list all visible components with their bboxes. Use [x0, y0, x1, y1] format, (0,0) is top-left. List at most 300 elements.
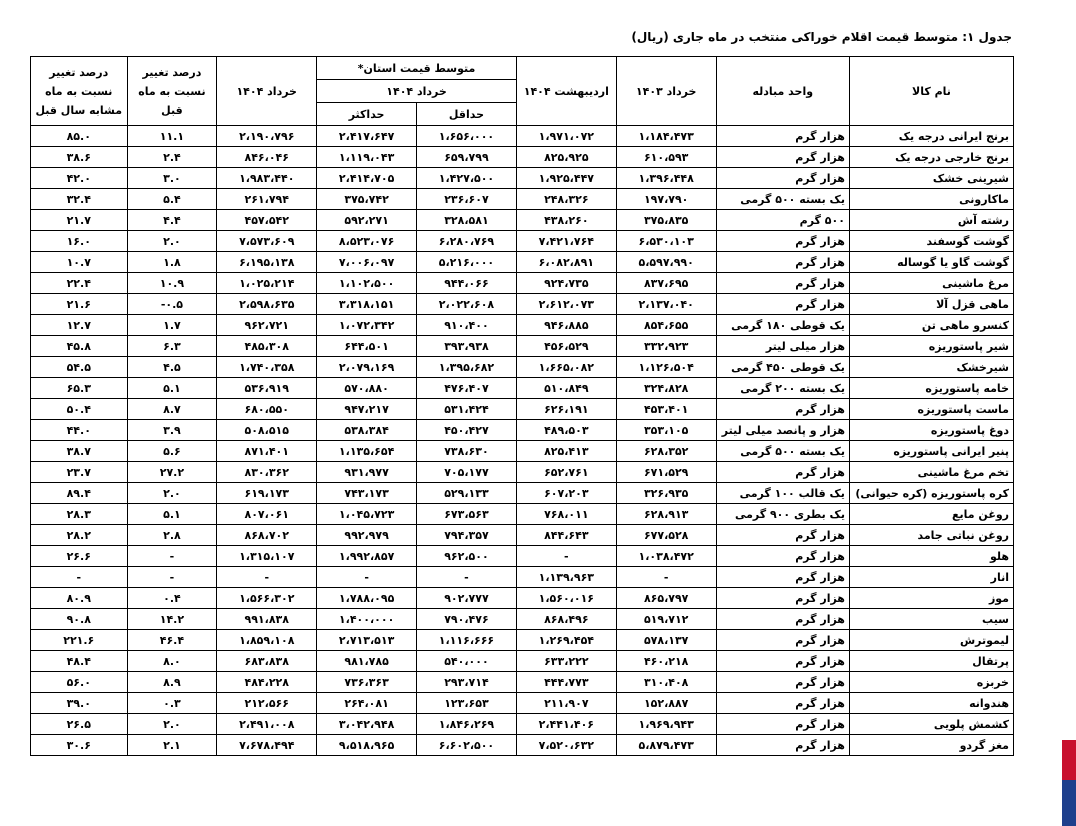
- cell-max: ۱،۱۰۲،۵۰۰: [317, 273, 417, 294]
- cell-pct-year: ۹۰.۸: [31, 609, 128, 630]
- cell-khordad-1403: ۸۶۵،۷۹۷: [616, 588, 716, 609]
- cell-min: ۵۴۰،۰۰۰: [417, 651, 517, 672]
- cell-min: -: [417, 567, 517, 588]
- cell-min: ۷۹۰،۴۷۶: [417, 609, 517, 630]
- cell-pct-year: ۱۲.۷: [31, 315, 128, 336]
- cell-min: ۶۷۳،۵۶۳: [417, 504, 517, 525]
- cell-ordibehesht-1404: ۸۲۵،۹۲۵: [516, 147, 616, 168]
- cell-name: هلو: [849, 546, 1013, 567]
- cell-khordad-1404: ۲۱۲،۵۶۶: [217, 693, 317, 714]
- cell-unit: یک بسته ۲۰۰ گرمی: [716, 378, 849, 399]
- cell-pct-year: ۲۳.۷: [31, 462, 128, 483]
- cell-min: ۴۵۰،۴۲۷: [417, 420, 517, 441]
- cell-max: ۲،۴۱۷،۶۴۷: [317, 126, 417, 147]
- cell-max: ۵۹۲،۲۷۱: [317, 210, 417, 231]
- header-khordad-1404-group: خرداد ۱۴۰۴: [317, 80, 517, 103]
- table-row: [31, 210, 1014, 231]
- cell-min: ۷۳۸،۶۳۰: [417, 441, 517, 462]
- cell-khordad-1403: ۶۷۱،۵۲۹: [616, 462, 716, 483]
- cell-pct-month: ۴.۵: [127, 357, 217, 378]
- cell-min: ۹۰۲،۷۷۷: [417, 588, 517, 609]
- cell-min: ۴۷۶،۴۰۷: [417, 378, 517, 399]
- cell-unit: هزار گرم: [716, 462, 849, 483]
- cell-khordad-1403: ۲،۱۳۷،۰۴۰: [616, 294, 716, 315]
- cell-max: ۱،۷۸۸،۰۹۵: [317, 588, 417, 609]
- cell-unit: هزار گرم: [716, 273, 849, 294]
- cell-ordibehesht-1404: ۱،۲۶۹،۴۵۴: [516, 630, 616, 651]
- cell-khordad-1404: ۴۸۵،۳۰۸: [217, 336, 317, 357]
- cell-khordad-1403: ۵،۵۹۷،۹۹۰: [616, 252, 716, 273]
- cell-pct-year: ۲۲.۴: [31, 273, 128, 294]
- cell-unit: هزار گرم: [716, 294, 849, 315]
- cell-khordad-1403: ۶۲۸،۹۱۳: [616, 504, 716, 525]
- header-avg-price: متوسط قیمت استان*: [317, 57, 517, 80]
- cell-min: ۵،۲۱۶،۰۰۰: [417, 252, 517, 273]
- cell-pct-year: ۲۱.۷: [31, 210, 128, 231]
- table-row: [31, 651, 1014, 672]
- cell-name: ماکارونی: [849, 189, 1013, 210]
- cell-name: موز: [849, 588, 1013, 609]
- cell-pct-month: ۱.۸: [127, 252, 217, 273]
- cell-ordibehesht-1404: ۴۵۶،۵۲۹: [516, 336, 616, 357]
- cell-ordibehesht-1404: ۱،۱۳۹،۹۶۳: [516, 567, 616, 588]
- cell-ordibehesht-1404: ۴۴۴،۷۷۳: [516, 672, 616, 693]
- cell-max: ۳،۰۴۲،۹۴۸: [317, 714, 417, 735]
- header-pct-month-line2: نسبت به ماه: [138, 84, 206, 98]
- cell-ordibehesht-1404: ۷،۵۲۰،۶۳۲: [516, 735, 616, 756]
- cell-name: هندوانه: [849, 693, 1013, 714]
- cell-min: ۶،۶۰۲،۵۰۰: [417, 735, 517, 756]
- cell-max: ۲،۰۷۹،۱۶۹: [317, 357, 417, 378]
- cell-name: لیموترش: [849, 630, 1013, 651]
- table-row: [31, 399, 1014, 420]
- cell-ordibehesht-1404: ۶۳۳،۲۲۲: [516, 651, 616, 672]
- cell-khordad-1403: ۱۹۷،۷۹۰: [616, 189, 716, 210]
- cell-pct-year: ۴۴.۰: [31, 420, 128, 441]
- cell-name: خامه پاستوریزه: [849, 378, 1013, 399]
- cell-ordibehesht-1404: ۱،۹۲۵،۴۴۷: [516, 168, 616, 189]
- cell-pct-month: ۲.۱: [127, 735, 217, 756]
- cell-unit: هزار گرم: [716, 525, 849, 546]
- cell-pct-year: ۲۲۱.۶: [31, 630, 128, 651]
- cell-min: ۲،۰۲۲،۶۰۸: [417, 294, 517, 315]
- cell-ordibehesht-1404: ۲،۴۴۱،۴۰۶: [516, 714, 616, 735]
- cell-min: ۶،۲۸۰،۷۶۹: [417, 231, 517, 252]
- cell-khordad-1403: ۳۱۰،۴۰۸: [616, 672, 716, 693]
- cell-khordad-1404: -: [217, 567, 317, 588]
- cell-khordad-1403: ۳۳۲،۹۲۳: [616, 336, 716, 357]
- header-min: حداقل: [417, 103, 517, 126]
- cell-name: روغن نباتی جامد: [849, 525, 1013, 546]
- cell-min: ۶۵۹،۷۹۹: [417, 147, 517, 168]
- cell-name: کره پاستوریزه (کره حیوانی): [849, 483, 1013, 504]
- cell-khordad-1403: ۳۲۶،۹۳۵: [616, 483, 716, 504]
- table-row: [31, 231, 1014, 252]
- cell-khordad-1404: ۲۶۱،۷۹۴: [217, 189, 317, 210]
- cell-khordad-1403: ۵۱۹،۷۱۲: [616, 609, 716, 630]
- price-table: [30, 56, 1014, 756]
- cell-pct-month: ۲.۸: [127, 525, 217, 546]
- cell-pct-year: ۱۶.۰: [31, 231, 128, 252]
- cell-khordad-1404: ۶،۱۹۵،۱۳۸: [217, 252, 317, 273]
- cell-khordad-1403: ۱،۹۶۹،۹۴۳: [616, 714, 716, 735]
- cell-khordad-1403: ۳۲۴،۸۲۸: [616, 378, 716, 399]
- cell-pct-year: ۳۸.۷: [31, 441, 128, 462]
- cell-ordibehesht-1404: ۸۴۴،۶۴۳: [516, 525, 616, 546]
- cell-name: رشته آش: [849, 210, 1013, 231]
- cell-khordad-1403: ۵،۸۷۹،۴۷۳: [616, 735, 716, 756]
- cell-khordad-1404: ۲،۱۹۰،۷۹۶: [217, 126, 317, 147]
- cell-khordad-1404: ۶۸۳،۸۳۸: [217, 651, 317, 672]
- cell-ordibehesht-1404: ۲۴۸،۳۲۶: [516, 189, 616, 210]
- header-name: نام کالا: [849, 57, 1013, 126]
- cell-name: شیر پاستوریزه: [849, 336, 1013, 357]
- table-row: [31, 189, 1014, 210]
- cell-khordad-1404: ۱،۰۲۵،۲۱۴: [217, 273, 317, 294]
- cell-min: ۲۹۳،۷۱۴: [417, 672, 517, 693]
- cell-khordad-1404: ۸۴۶،۰۴۶: [217, 147, 317, 168]
- cell-unit: یک قوطی ۱۸۰ گرمی: [716, 315, 849, 336]
- cell-pct-month: ۲.۰: [127, 714, 217, 735]
- cell-pct-year: ۶۵.۳: [31, 378, 128, 399]
- cell-pct-year: ۸۵.۰: [31, 126, 128, 147]
- cell-ordibehesht-1404: ۷۶۸،۰۱۱: [516, 504, 616, 525]
- cell-khordad-1404: ۱،۹۸۳،۴۴۰: [217, 168, 317, 189]
- cell-khordad-1404: ۷،۵۷۳،۶۰۹: [217, 231, 317, 252]
- cell-khordad-1404: ۸۰۷،۰۶۱: [217, 504, 317, 525]
- table-row: [31, 273, 1014, 294]
- table-row: [31, 546, 1014, 567]
- cell-pct-month: ۱۱.۱: [127, 126, 217, 147]
- cell-ordibehesht-1404: ۹۴۶،۸۸۵: [516, 315, 616, 336]
- cell-name: دوغ پاستوریزه: [849, 420, 1013, 441]
- cell-unit: هزار گرم: [716, 735, 849, 756]
- cell-pct-month: ۳.۹: [127, 420, 217, 441]
- cell-min: ۹۶۲،۵۰۰: [417, 546, 517, 567]
- cell-khordad-1404: ۵۳۶،۹۱۹: [217, 378, 317, 399]
- price-table-body: [31, 126, 1014, 756]
- cell-khordad-1403: ۴۵۳،۴۰۱: [616, 399, 716, 420]
- cell-max: ۹۹۲،۹۷۹: [317, 525, 417, 546]
- cell-pct-year: ۲۸.۳: [31, 504, 128, 525]
- cell-pct-month: ۱۰.۹: [127, 273, 217, 294]
- cell-min: ۱،۳۹۵،۶۸۲: [417, 357, 517, 378]
- cell-name: شیرینی خشک: [849, 168, 1013, 189]
- table-row: [31, 567, 1014, 588]
- cell-pct-month: ۵.۴: [127, 189, 217, 210]
- cell-pct-year: ۵۶.۰: [31, 672, 128, 693]
- cell-unit: یک بطری ۹۰۰ گرمی: [716, 504, 849, 525]
- cell-khordad-1403: ۱،۱۸۴،۴۷۳: [616, 126, 716, 147]
- cell-khordad-1403: ۳۵۳،۱۰۵: [616, 420, 716, 441]
- table-row: [31, 252, 1014, 273]
- cell-pct-month: ۸.۰: [127, 651, 217, 672]
- cell-pct-month: -: [127, 546, 217, 567]
- cell-khordad-1403: ۵۷۸،۱۳۷: [616, 630, 716, 651]
- cell-khordad-1404: ۱،۷۴۰،۳۵۸: [217, 357, 317, 378]
- cell-pct-month: ۸.۹: [127, 672, 217, 693]
- cell-pct-month: ۱.۷: [127, 315, 217, 336]
- cell-max: ۷۴۳،۱۷۳: [317, 483, 417, 504]
- cell-unit: هزار گرم: [716, 672, 849, 693]
- cell-ordibehesht-1404: ۶۲۶،۱۹۱: [516, 399, 616, 420]
- cell-khordad-1404: ۶۸۰،۵۵۰: [217, 399, 317, 420]
- header-ordibehesht-1404: اردیبهشت ۱۴۰۴: [516, 57, 616, 126]
- cell-khordad-1404: ۵۰۸،۵۱۵: [217, 420, 317, 441]
- cell-unit: هزار گرم: [716, 399, 849, 420]
- cell-name: شیرخشک: [849, 357, 1013, 378]
- cell-max: ۳،۳۱۸،۱۵۱: [317, 294, 417, 315]
- cell-pct-year: ۱۰.۷: [31, 252, 128, 273]
- cell-unit: هزار گرم: [716, 567, 849, 588]
- cell-khordad-1403: ۸۵۴،۶۵۵: [616, 315, 716, 336]
- table-row: [31, 441, 1014, 462]
- cell-ordibehesht-1404: ۱،۶۶۵،۰۸۲: [516, 357, 616, 378]
- cell-unit: یک قالب ۱۰۰ گرمی: [716, 483, 849, 504]
- cell-khordad-1404: ۱،۳۱۵،۱۰۷: [217, 546, 317, 567]
- cell-max: ۱،۴۰۰،۰۰۰: [317, 609, 417, 630]
- cell-unit: هزار گرم: [716, 231, 849, 252]
- cell-name: کنسرو ماهی تن: [849, 315, 1013, 336]
- cell-pct-month: ۲.۴: [127, 147, 217, 168]
- cell-min: ۱،۱۱۶،۶۶۶: [417, 630, 517, 651]
- header-max: حداکثر: [317, 103, 417, 126]
- cell-pct-year: ۳۰.۶: [31, 735, 128, 756]
- table-row: [31, 147, 1014, 168]
- cell-unit: هزار میلی لیتر: [716, 336, 849, 357]
- cell-pct-month: ۸.۷: [127, 399, 217, 420]
- cell-unit: هزار گرم: [716, 168, 849, 189]
- header-pct-year-line3: مشابه سال قبل: [35, 103, 123, 117]
- cell-pct-year: ۸۰.۹: [31, 588, 128, 609]
- cell-min: ۳۲۸،۵۸۱: [417, 210, 517, 231]
- cell-unit: هزار گرم: [716, 609, 849, 630]
- header-pct-month-line1: درصد تغییر: [142, 65, 202, 79]
- cell-unit: هزار گرم: [716, 693, 849, 714]
- cell-unit: هزار گرم: [716, 252, 849, 273]
- cell-ordibehesht-1404: ۶،۰۸۲،۸۹۱: [516, 252, 616, 273]
- cell-pct-year: ۵۴.۵: [31, 357, 128, 378]
- cell-min: ۷۰۵،۱۷۷: [417, 462, 517, 483]
- cell-khordad-1403: ۶،۵۳۰،۱۰۳: [616, 231, 716, 252]
- cell-name: انار: [849, 567, 1013, 588]
- header-pct-year-line1: درصد تغییر: [49, 65, 109, 79]
- cell-name: مغز گردو: [849, 735, 1013, 756]
- cell-ordibehesht-1404: ۱،۵۶۰،۰۱۶: [516, 588, 616, 609]
- cell-pct-month: ۴۶.۴: [127, 630, 217, 651]
- table-caption: جدول ۱: متوسط قیمت اقلام خوراکی منتخب در ماه جاری (ریال): [631, 30, 1012, 44]
- cell-pct-year: ۲۶.۵: [31, 714, 128, 735]
- table-row: [31, 315, 1014, 336]
- cell-max: ۱،۱۱۹،۰۴۳: [317, 147, 417, 168]
- cell-name: ماهی قزل آلا: [849, 294, 1013, 315]
- cell-khordad-1404: ۲،۵۹۸،۶۳۵: [217, 294, 317, 315]
- cell-ordibehesht-1404: ۴۸۹،۵۰۳: [516, 420, 616, 441]
- cell-pct-year: ۴۸.۴: [31, 651, 128, 672]
- table-row: [31, 462, 1014, 483]
- cell-max: ۱،۱۳۵،۶۵۴: [317, 441, 417, 462]
- cell-name: گوشت گوسفند: [849, 231, 1013, 252]
- cell-pct-month: -: [127, 567, 217, 588]
- cell-pct-month: ۳.۰: [127, 168, 217, 189]
- cell-unit: هزار گرم: [716, 714, 849, 735]
- cell-ordibehesht-1404: ۱،۹۷۱،۰۷۲: [516, 126, 616, 147]
- cell-khordad-1403: ۶۷۷،۵۲۸: [616, 525, 716, 546]
- cell-min: ۵۲۹،۱۳۳: [417, 483, 517, 504]
- cell-min: ۲۳۶،۶۰۷: [417, 189, 517, 210]
- cell-pct-year: ۸۹.۴: [31, 483, 128, 504]
- header-pct-year: [31, 57, 128, 126]
- cell-khordad-1404: ۱،۵۶۶،۳۰۲: [217, 588, 317, 609]
- header-pct-month-line3: قبل: [161, 103, 183, 117]
- cell-pct-month: ۵.۱: [127, 504, 217, 525]
- cell-min: ۵۳۱،۴۲۴: [417, 399, 517, 420]
- cell-pct-month: ۰.۳: [127, 693, 217, 714]
- cell-unit: هزار گرم: [716, 126, 849, 147]
- cell-max: ۹۸۱،۷۸۵: [317, 651, 417, 672]
- cell-pct-year: ۴۲.۰: [31, 168, 128, 189]
- table-row: [31, 504, 1014, 525]
- cell-max: ۵۷۰،۸۸۰: [317, 378, 417, 399]
- cell-khordad-1403: ۱،۱۲۶،۵۰۴: [616, 357, 716, 378]
- cell-min: ۱۲۳،۶۵۳: [417, 693, 517, 714]
- cell-name: خربزه: [849, 672, 1013, 693]
- table-row: [31, 693, 1014, 714]
- table-row: [31, 672, 1014, 693]
- cell-khordad-1404: ۹۹۱،۸۳۸: [217, 609, 317, 630]
- cell-max: ۸،۵۲۳،۰۷۶: [317, 231, 417, 252]
- cell-max: ۵۳۸،۳۸۴: [317, 420, 417, 441]
- cell-khordad-1403: ۴۶۰،۲۱۸: [616, 651, 716, 672]
- cell-name: تخم مرغ ماشینی: [849, 462, 1013, 483]
- table-row: [31, 336, 1014, 357]
- cell-unit: هزار گرم: [716, 588, 849, 609]
- cell-max: ۲،۴۱۴،۷۰۵: [317, 168, 417, 189]
- cell-unit: هزار و پانصد میلی لیتر: [716, 420, 849, 441]
- cell-min: ۹۱۰،۴۰۰: [417, 315, 517, 336]
- corner-color-tab: [1062, 740, 1076, 826]
- cell-unit: ۵۰۰ گرم: [716, 210, 849, 231]
- cell-name: برنج ایرانی درجه یک: [849, 126, 1013, 147]
- table-row: [31, 735, 1014, 756]
- cell-name: برنج خارجی درجه یک: [849, 147, 1013, 168]
- table-row: [31, 420, 1014, 441]
- cell-khordad-1403: ۳۷۵،۸۳۵: [616, 210, 716, 231]
- table-row: [31, 294, 1014, 315]
- cell-min: ۱،۴۲۷،۵۰۰: [417, 168, 517, 189]
- cell-khordad-1404: ۸۷۱،۴۰۱: [217, 441, 317, 462]
- cell-unit: یک بسته ۵۰۰ گرمی: [716, 441, 849, 462]
- cell-pct-month: ۵.۱: [127, 378, 217, 399]
- cell-khordad-1403: ۶۲۸،۳۵۲: [616, 441, 716, 462]
- table-row: [31, 714, 1014, 735]
- cell-name: سیب: [849, 609, 1013, 630]
- cell-max: ۱،۰۴۵،۷۲۳: [317, 504, 417, 525]
- cell-min: ۷۹۴،۳۵۷: [417, 525, 517, 546]
- cell-name: پرتقال: [849, 651, 1013, 672]
- cell-unit: یک بسته ۵۰۰ گرمی: [716, 189, 849, 210]
- cell-pct-month: ۰.۴: [127, 588, 217, 609]
- cell-khordad-1403: ۶۱۰،۵۹۳: [616, 147, 716, 168]
- cell-name: پنیر ایرانی پاستوریزه: [849, 441, 1013, 462]
- cell-ordibehesht-1404: ۶۵۲،۷۶۱: [516, 462, 616, 483]
- cell-ordibehesht-1404: ۵۱۰،۸۴۹: [516, 378, 616, 399]
- cell-khordad-1404: ۸۳۰،۳۶۲: [217, 462, 317, 483]
- cell-ordibehesht-1404: ۸۶۸،۴۹۶: [516, 609, 616, 630]
- table-row: [31, 630, 1014, 651]
- table-row: [31, 378, 1014, 399]
- cell-khordad-1403: -: [616, 567, 716, 588]
- cell-min: ۹۴۴،۰۶۶: [417, 273, 517, 294]
- table-row: [31, 357, 1014, 378]
- cell-min: ۱،۶۵۶،۰۰۰: [417, 126, 517, 147]
- cell-ordibehesht-1404: ۶۰۷،۲۰۳: [516, 483, 616, 504]
- cell-min: ۳۹۳،۹۳۸: [417, 336, 517, 357]
- cell-ordibehesht-1404: ۲۱۱،۹۰۷: [516, 693, 616, 714]
- cell-pct-year: ۲۶.۶: [31, 546, 128, 567]
- cell-max: ۲۶۴،۰۸۱: [317, 693, 417, 714]
- cell-pct-year: -: [31, 567, 128, 588]
- cell-max: ۹۴۷،۲۱۷: [317, 399, 417, 420]
- cell-pct-year: ۵۰.۴: [31, 399, 128, 420]
- cell-khordad-1403: ۸۳۷،۶۹۵: [616, 273, 716, 294]
- cell-name: روغن مایع: [849, 504, 1013, 525]
- cell-khordad-1403: ۱۵۲،۸۸۷: [616, 693, 716, 714]
- cell-unit: یک قوطی ۴۵۰ گرمی: [716, 357, 849, 378]
- table-row: [31, 588, 1014, 609]
- cell-name: ماست پاستوریزه: [849, 399, 1013, 420]
- cell-max: ۷،۰۰۶،۰۹۷: [317, 252, 417, 273]
- cell-ordibehesht-1404: -: [516, 546, 616, 567]
- cell-name: کشمش پلویی: [849, 714, 1013, 735]
- cell-pct-month: ۲.۰: [127, 483, 217, 504]
- cell-pct-month: ۶.۳: [127, 336, 217, 357]
- cell-ordibehesht-1404: ۷،۴۲۱،۷۶۴: [516, 231, 616, 252]
- cell-khordad-1404: ۷،۶۷۸،۴۹۴: [217, 735, 317, 756]
- table-row: [31, 168, 1014, 189]
- cell-pct-year: ۳۲.۴: [31, 189, 128, 210]
- cell-name: مرغ ماشینی: [849, 273, 1013, 294]
- cell-khordad-1403: ۱،۰۳۸،۴۷۲: [616, 546, 716, 567]
- cell-pct-year: ۴۵.۸: [31, 336, 128, 357]
- cell-max: ۶۴۴،۵۰۱: [317, 336, 417, 357]
- cell-khordad-1404: ۹۶۲،۷۲۱: [217, 315, 317, 336]
- header-unit: واحد مبادله: [716, 57, 849, 126]
- cell-pct-year: ۳۹.۰: [31, 693, 128, 714]
- cell-pct-month: ۵.۶: [127, 441, 217, 462]
- cell-unit: هزار گرم: [716, 546, 849, 567]
- cell-khordad-1404: ۴۸۴،۲۲۸: [217, 672, 317, 693]
- table-row: [31, 126, 1014, 147]
- cell-pct-month: ۱۴.۲: [127, 609, 217, 630]
- cell-khordad-1403: ۱،۳۹۶،۴۴۸: [616, 168, 716, 189]
- cell-unit: هزار گرم: [716, 651, 849, 672]
- table-row: [31, 525, 1014, 546]
- cell-max: ۱،۹۹۲،۸۵۷: [317, 546, 417, 567]
- header-pct-month: [127, 57, 217, 126]
- cell-min: ۱،۸۴۶،۲۶۹: [417, 714, 517, 735]
- cell-pct-year: ۲۱.۶: [31, 294, 128, 315]
- cell-name: گوشت گاو یا گوساله: [849, 252, 1013, 273]
- cell-pct-month: -۰.۵: [127, 294, 217, 315]
- cell-unit: هزار گرم: [716, 147, 849, 168]
- header-khordad-1403: خرداد ۱۴۰۳: [616, 57, 716, 126]
- cell-pct-year: ۲۸.۲: [31, 525, 128, 546]
- cell-max: ۹۳۱،۹۷۷: [317, 462, 417, 483]
- cell-khordad-1404: ۱،۸۵۹،۱۰۸: [217, 630, 317, 651]
- cell-khordad-1404: ۸۶۸،۷۰۲: [217, 525, 317, 546]
- cell-khordad-1404: ۴۵۷،۵۴۲: [217, 210, 317, 231]
